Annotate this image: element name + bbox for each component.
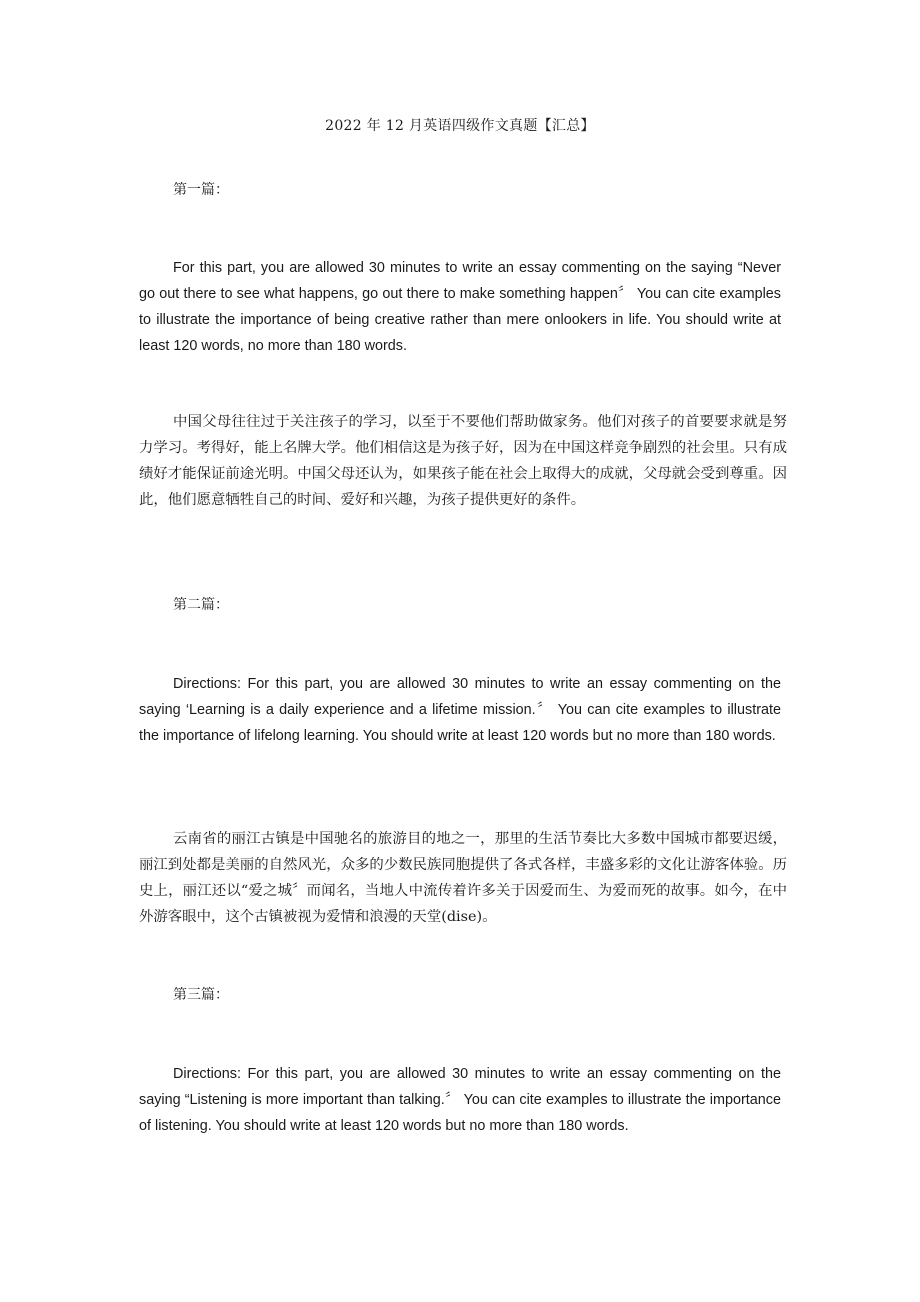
section-3-prompt: Directions: For this part, you are allowed 30 minutes to write an essay commenting on the saying “Listening is more important than talking.〞 You can cite examples to illustrate the importance of listening. You should write at least 120 words but no more than 180 words. (139, 1066, 781, 1134)
section-2-prompt: Directions: For this part, you are allowed 30 minutes to write an essay commenting on the saying ‘Learning is a daily experience and a lifetime mission.〞 You can cite examples to illustrate the importance of lifelong learning. You should write at least 120 words but no more than 180 words. (139, 676, 781, 744)
section-3-heading: 第三篇： (173, 987, 229, 1003)
section-1-heading: 第一篇： (173, 182, 229, 198)
section-1-prompt: For this part, you are allowed 30 minutes to write an essay commenting on the saying “Never go out there to see what happens, go out there to make something happen〞 You can cite examples to illustrate the importance of being creative rather than mere onlookers in life. You should write at least 120 words, no more than 180 words. (139, 260, 781, 354)
document-title: 2022 年 12 月英语四级作文真题【汇总】 (325, 118, 595, 134)
section-2-heading: 第二篇： (173, 597, 229, 613)
section-1-translation: 中国父母往往过于关注孩子的学习，以至于不要他们帮助做家务。他们对孩子的首要要求就是努力学习。考得好，能上名牌大学。他们相信这是为孩子好，因为在中国这样竞争剧烈的社会里。只有成绩好才能保证前途光明。中国父母还认为，如果孩子能在社会上取得大的成就，父母就会受到尊重。因此，他们愿意牺牲自己的时间、爱好和兴趣，为孩子提供更好的条件。 (139, 414, 787, 508)
section-2-translation: 云南省的丽江古镇是中国驰名的旅游目的地之一，那里的生活节奏比大多数中国城市都要迟缓，丽江到处都是美丽的自然风光，众多的少数民族同胞提供了各式各样，丰盛多彩的文化让游客体验。历史上，丽江还以“爱之城〞而闻名，当地人中流传着许多关于因爱而生、为爱而死的故事。如今，在中外游客眼中，这个古镇被视为爱情和浪漫的天堂(dise)。 (139, 831, 787, 925)
